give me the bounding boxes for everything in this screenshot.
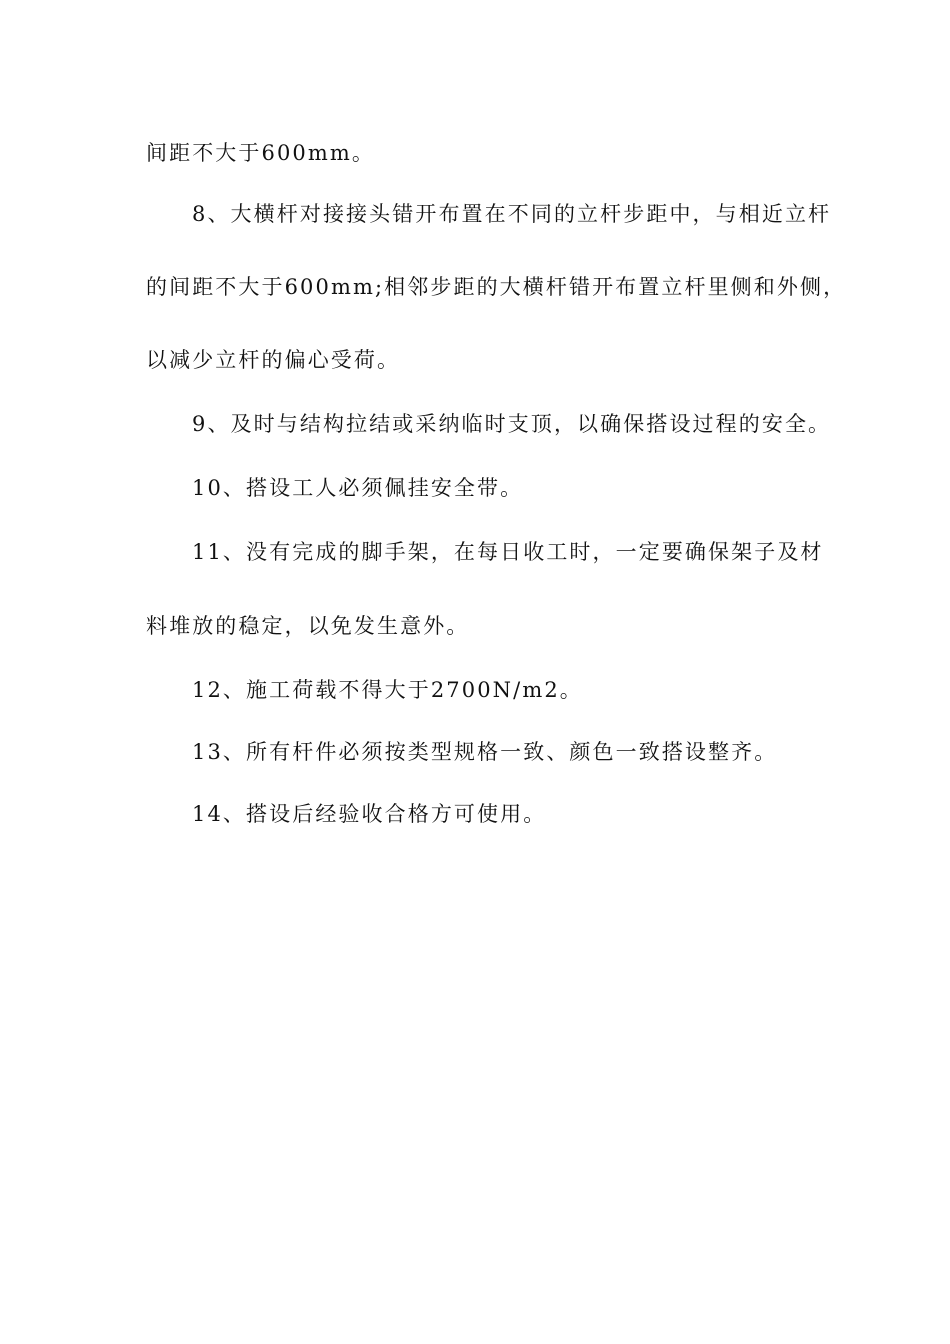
- item-12: 12、施工荷载不得大于2700N/m2。: [192, 678, 583, 702]
- item-8-line-3: 以减少立杆的偏心受荷。: [146, 348, 401, 372]
- text-line-continuation: 间距不大于600mm。: [146, 141, 376, 165]
- item-13: 13、所有杆件必须按类型规格一致、颜色一致搭设整齐。: [192, 740, 778, 764]
- item-14: 14、搭设后经验收合格方可使用。: [192, 802, 547, 826]
- item-9: 9、及时与结构拉结或采纳临时支顶，以确保搭设过程的安全。: [192, 412, 832, 436]
- item-11-line-1: 11、没有完成的脚手架，在每日收工时，一定要确保架子及材: [192, 540, 824, 564]
- item-8-line-1: 8、大横杆对接接头错开布置在不同的立杆步距中，与相近立杆: [192, 202, 832, 226]
- item-8-line-2: 的间距不大于600mm;相邻步距的大横杆错开布置立杆里侧和外侧，: [146, 275, 847, 299]
- item-10: 10、搭设工人必须佩挂安全带。: [192, 476, 524, 500]
- item-11-line-2: 料堆放的稳定，以免发生意外。: [146, 614, 470, 638]
